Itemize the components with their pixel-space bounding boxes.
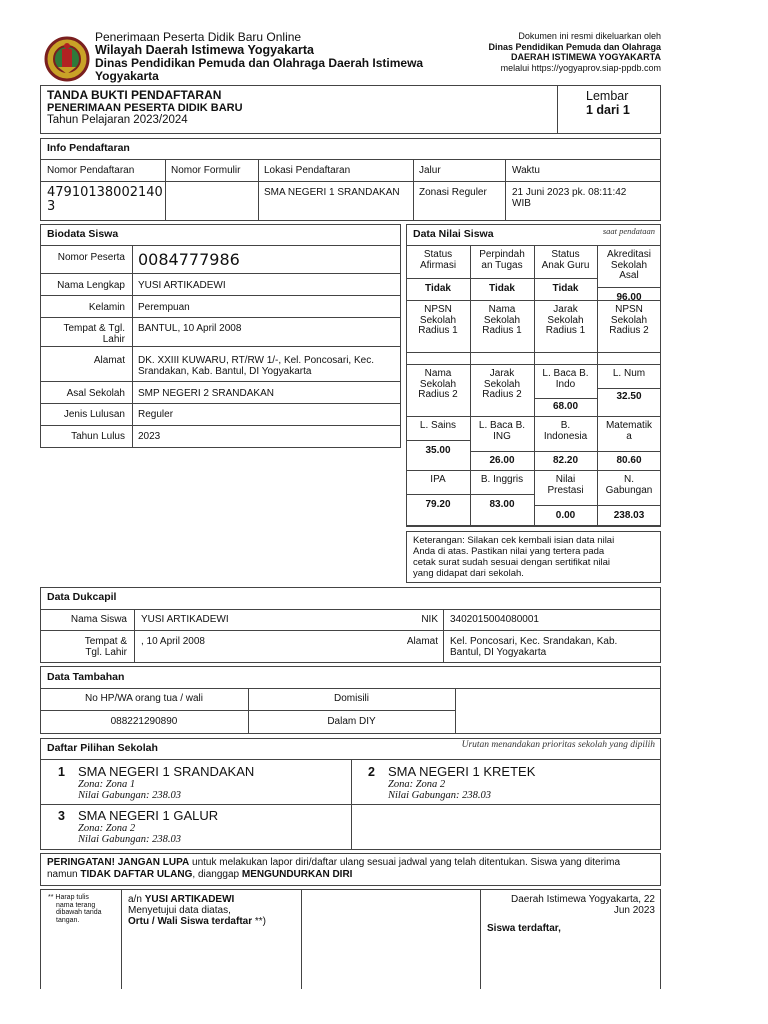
nilai-value-separator: [406, 278, 470, 279]
alamat-line-2: Srandakan, Kab. Bantul, DI Yogyakarta: [138, 366, 312, 377]
nilai-label-line: an Tugas: [481, 259, 523, 271]
issuer-line-1: Dokumen ini resmi dikeluarkan oleh: [518, 31, 661, 41]
nilai-label: [470, 475, 534, 486]
nilai-label-line: Nama: [424, 368, 452, 379]
label-kelamin: Kelamin: [88, 302, 125, 313]
nilai-label-line: Indonesia: [543, 430, 588, 442]
header-nomor-formulir: Nomor Formulir: [171, 165, 241, 176]
jalur-value: Zonasi Reguler: [419, 187, 487, 198]
pilihan-2-nilai: Nilai Gabungan: 238.03: [388, 790, 491, 801]
nilai-grid-hline: [406, 470, 661, 471]
waktu-line-1: 21 Juni 2023 pk. 08:11:42: [512, 187, 627, 198]
header-line-2: Wilayah Daerah Istimewa Yogyakarta: [95, 43, 314, 57]
nilai-value: 68.00: [552, 401, 579, 412]
nilai-value-separator: [534, 278, 597, 279]
nilai-label: [534, 305, 597, 337]
nilai-label-line: Status: [551, 249, 580, 260]
nilai-label: [470, 421, 534, 442]
nomor-pendaftaran-line-2: 3: [47, 199, 56, 214]
nilai-value-separator: [597, 451, 661, 452]
nilai-value: 32.50: [616, 391, 642, 402]
nilai-label-line: NPSN: [424, 304, 452, 315]
dukcapil-label-ttl-line-1: Tempat &: [84, 636, 127, 647]
header-jalur: Jalur: [419, 165, 441, 176]
place-date-line-1: Daerah Istimewa Yogyakarta, 22: [511, 894, 655, 905]
nilai-label: [470, 250, 534, 271]
nilai-label-line: Sekolah: [610, 314, 648, 326]
nilai-value: Tidak: [425, 283, 451, 294]
nilai-value-separator: [597, 505, 661, 506]
nilai-value-separator: [470, 494, 534, 495]
nilai-value-separator: [470, 451, 534, 452]
nilai-value: 96.00: [616, 292, 642, 303]
nilai-label-line: Asal: [619, 270, 639, 281]
nilai-label-line: L. Sains: [419, 420, 457, 431]
place-date-line-2: Jun 2023: [613, 905, 655, 916]
footer-note-line-1: ** Harap tulis: [48, 894, 89, 901]
nilai-value: Tidak: [489, 283, 515, 294]
nilai-label-line: Jarak: [489, 368, 515, 379]
pilihan-1-nilai: Nilai Gabungan: 238.03: [78, 790, 181, 801]
tahun-lulus-value: 2023: [138, 431, 161, 442]
nilai-value-separator: [534, 505, 597, 506]
nilai-label: [597, 250, 661, 282]
pilihan-1-number: 1: [58, 765, 65, 779]
section-data-dukcapil: Data Dukcapil: [47, 591, 117, 603]
peringatan-p1: PERINGATAN! JANGAN LUPA: [47, 857, 190, 868]
nilai-value: 80.60: [616, 455, 642, 466]
nilai-label: [470, 305, 534, 337]
nilai-label-line: Radius 2: [609, 325, 649, 336]
peringatan-p5: , dianggap: [192, 869, 242, 880]
section-pilihan-sekolah: Daftar Pilihan Sekolah: [47, 742, 158, 754]
nilai-value: 82.20: [552, 455, 579, 466]
nilai-label-line: Afirmasi: [419, 259, 457, 271]
nilai-value-separator: [406, 352, 470, 353]
dukcapil-nama-value: YUSI ARTIKADEWI: [141, 614, 229, 625]
alamat-line-1: DK. XXIII KUWARU, RT/RW 1/-, Kel. Poncosari, Kec.: [138, 355, 374, 366]
dukcapil-label-ttl-line-2: Tgl. Lahir: [85, 647, 127, 658]
nilai-label-line: Nilai: [555, 474, 576, 485]
pilihan-note: Urutan menandakan prioritas sekolah yang dipilih: [461, 740, 655, 750]
peringatan-p6: MENGUNDURKAN DIRI: [241, 869, 353, 880]
pilihan-3-zona: Zona: Zona 2: [78, 823, 136, 834]
nilai-value: 238.03: [613, 510, 645, 521]
label-ttl-line-2: Lahir: [102, 334, 125, 345]
ttl-value: BANTUL, 10 April 2008: [138, 323, 242, 334]
peringatan-p3: namun: [47, 869, 81, 880]
section-info-pendaftaran: Info Pendaftaran: [47, 142, 130, 154]
dukcapil-label-alamat: Alamat: [406, 636, 438, 647]
label-nomor-peserta: Nomor Peserta: [57, 252, 125, 263]
provincial-emblem-icon: [44, 36, 90, 82]
nilai-label-line: Nama: [488, 304, 516, 315]
header-no-hp: No HP/WA orang tua / wali: [84, 693, 203, 704]
nilai-value: 83.00: [489, 499, 515, 510]
pilihan-3-name: SMA NEGERI 1 GALUR: [78, 808, 219, 823]
keterangan-line-3: cetak surat sudah sesuai dengan sertifikat nilai: [413, 557, 610, 568]
nilai-grid-hline: [406, 526, 661, 527]
nilai-label: [597, 421, 661, 442]
doc-title: TANDA BUKTI PENDAFTARAN: [47, 88, 222, 102]
waktu-line-2: WIB: [512, 198, 531, 209]
asal-sekolah-value: SMP NEGERI 2 SRANDAKAN: [138, 388, 274, 399]
section-data-tambahan: Data Tambahan: [47, 671, 125, 683]
nomor-peserta-value: 0084777986: [138, 250, 240, 269]
pilihan-3-number: 3: [58, 809, 65, 823]
label-jenis-lulusan: Jenis Lulusan: [63, 409, 125, 420]
jenis-lulusan-value: Reguler: [138, 409, 174, 420]
an-line-2: Menyetujui data diatas,: [128, 905, 231, 916]
peringatan-text: [47, 857, 657, 881]
keterangan-line-1: Keterangan: Silakan cek kembali isian data nilai: [413, 535, 615, 546]
an-line-3: Ortu / Wali Siswa terdaftar: [128, 916, 253, 927]
nilai-label: [470, 369, 534, 401]
header-nomor-pendaftaran: Nomor Pendaftaran: [47, 165, 135, 176]
label-nama-lengkap: Nama Lengkap: [57, 280, 125, 291]
an-line-4: **): [252, 916, 267, 927]
nilai-label-line: IPA: [430, 474, 446, 485]
nilai-label-line: Sekolah: [483, 314, 521, 326]
nilai-label-line: Indo: [555, 378, 576, 390]
no-hp-value: 088221290890: [110, 716, 178, 727]
nilai-value: 79.20: [425, 499, 451, 510]
nilai-label: [597, 305, 661, 337]
pilihan-2-name: SMA NEGERI 1 KRETEK: [388, 764, 536, 779]
nilai-label-line: a: [626, 430, 632, 442]
nilai-label-line: Prestasi: [547, 484, 584, 496]
nilai-label-line: Gabungan: [605, 484, 653, 496]
label-nama-siswa: Nama Siswa: [70, 614, 127, 625]
nilai-value-separator: [597, 352, 661, 353]
nilai-label: [534, 250, 597, 271]
nilai-value-separator: [470, 352, 534, 353]
pilihan-3-nilai: Nilai Gabungan: 238.03: [78, 834, 181, 845]
label-asal-sekolah: Asal Sekolah: [66, 388, 125, 399]
peringatan-p2: untuk melakukan lapor diri/daftar ulang sesuai jadwal yang telah ditentukan. Siswa yang diterima: [189, 857, 621, 868]
nilai-value: 35.00: [425, 445, 451, 456]
nilai-label-line: Radius 2: [418, 389, 458, 400]
nilai-label-line: Radius 1: [545, 325, 586, 336]
nama-lengkap-value: YUSI ARTIKADEWI: [138, 280, 226, 291]
header-waktu: Waktu: [512, 165, 540, 176]
label-ttl-line-1: Tempat & Tgl.: [63, 323, 125, 334]
nilai-label-line: Sekolah: [483, 378, 521, 390]
nilai-label-line: L. Baca B.: [478, 420, 526, 431]
nilai-label-line: NPSN: [615, 304, 643, 315]
nilai-label-line: Matematik: [605, 420, 653, 431]
section-biodata-siswa: Biodata Siswa: [47, 228, 119, 240]
nilai-label: [406, 369, 470, 401]
nilai-label-line: Sekolah: [610, 259, 648, 271]
sheet-value: 1 dari 1: [586, 103, 630, 117]
header-line-1: Penerimaan Peserta Didik Baru Online: [95, 30, 302, 44]
pilihan-2-zona: Zona: Zona 2: [388, 779, 446, 790]
issuer-line-3: DAERAH ISTIMEWA YOGYAKARTA: [510, 52, 661, 62]
nilai-label: [534, 475, 597, 496]
nilai-grid-hline: [406, 364, 661, 365]
nilai-value-separator: [597, 287, 661, 288]
nilai-label-line: Perpindah: [479, 249, 525, 260]
nilai-value-separator: [406, 494, 470, 495]
nilai-label-line: Sekolah: [419, 378, 457, 390]
nilai-label-line: Radius 1: [482, 325, 522, 336]
dukcapil-alamat-line-1: Kel. Poncosari, Kec. Srandakan, Kab.: [450, 636, 618, 647]
nilai-label: [406, 250, 470, 271]
dukcapil-alamat-line-2: Bantul, DI Yogyakarta: [450, 647, 547, 658]
nilai-note: saat pendataan: [602, 226, 655, 236]
label-alamat: Alamat: [93, 355, 125, 366]
header-domisili: Domisili: [334, 693, 369, 704]
nilai-label-line: ING: [493, 430, 511, 442]
nilai-label: [534, 369, 597, 390]
nilai-label-line: Radius 1: [418, 325, 458, 336]
nilai-label-line: B.: [560, 420, 571, 431]
nilai-value-separator: [597, 388, 661, 389]
nilai-label-line: Sekolah: [419, 314, 457, 326]
doc-subtitle: PENERIMAAN PESERTA DIDIK BARU: [47, 101, 243, 114]
nilai-value: 26.00: [489, 455, 515, 466]
nik-value: 3402015004080001: [450, 614, 539, 625]
nilai-grid-hline: [406, 416, 661, 417]
nilai-label-line: Status: [423, 249, 453, 260]
nomor-pendaftaran-line-1: 47910138002140: [47, 185, 163, 200]
nilai-label: [406, 305, 470, 337]
issuer-line-4: melalui https://yogyaprov.siap-ppdb.com: [500, 62, 661, 73]
nilai-label-line: B. Inggris: [480, 474, 524, 485]
nilai-value-separator: [406, 440, 470, 441]
nilai-value-separator: [534, 398, 597, 399]
nilai-value-separator: [470, 278, 534, 279]
pilihan-1-zona: Zona: Zona 1: [78, 779, 136, 790]
nilai-label-line: Akreditasi: [607, 249, 651, 260]
label-tahun-lulus: Tahun Lulus: [71, 431, 125, 442]
nilai-label: [534, 421, 597, 442]
nilai-label: [406, 475, 470, 486]
nilai-label-line: L. Num: [612, 368, 646, 379]
nilai-label-line: Jarak: [553, 304, 578, 315]
pilihan-1-name: SMA NEGERI 1 SRANDAKAN: [78, 764, 255, 779]
header-lokasi-pendaftaran: Lokasi Pendaftaran: [264, 165, 351, 176]
label-nik: NIK: [421, 614, 438, 625]
nilai-label-line: L. Baca B.: [542, 368, 589, 379]
kelamin-value: Perempuan: [138, 302, 190, 313]
nilai-value-separator: [534, 352, 597, 353]
footer-note-line-4: tangan.: [56, 916, 80, 924]
nilai-label: [597, 475, 661, 496]
footer-note-line-3: dibawah tanda: [56, 909, 102, 916]
nilai-label-line: Radius 2: [482, 389, 522, 400]
an-prefix: a/n: [128, 894, 145, 905]
section-data-nilai: Data Nilai Siswa: [413, 228, 494, 240]
keterangan-line-4: yang didapat dari sekolah.: [413, 568, 524, 579]
dukcapil-ttl-value: , 10 April 2008: [141, 636, 205, 647]
an-name: YUSI ARTIKADEWI: [144, 894, 235, 905]
issuer-line-2: Dinas Pendidikan Pemuda dan Olahraga: [488, 41, 661, 52]
pilihan-2-number: 2: [368, 765, 375, 779]
nilai-value: 0.00: [555, 510, 576, 521]
nilai-value: Tidak: [552, 283, 579, 294]
nilai-label-line: Sekolah: [547, 314, 584, 326]
siswa-terdaftar-label: Siswa terdaftar,: [487, 923, 561, 934]
academic-year: Tahun Pelajaran 2023/2024: [47, 114, 188, 126]
keterangan-line-2: Anda di atas. Pastikan nilai yang tertera pada: [413, 546, 605, 557]
domisili-value: Dalam DIY: [327, 716, 376, 727]
lokasi-pendaftaran-value: SMA NEGERI 1 SRANDAKAN: [264, 187, 400, 198]
nilai-label: [597, 369, 661, 380]
sheet-label: Lembar: [586, 89, 629, 103]
nilai-label-line: Anak Guru: [541, 259, 590, 271]
nilai-label-line: N.: [624, 474, 634, 485]
peringatan-p4: TIDAK DAFTAR ULANG: [80, 869, 193, 880]
header-line-3b: Yogyakarta: [95, 69, 159, 83]
nilai-label: [406, 421, 470, 432]
footer-note-line-2: nama terang: [56, 901, 96, 909]
header-line-3a: Dinas Pendidikan Pemuda dan Olahraga Daerah Istimewa: [95, 56, 424, 70]
nilai-value-separator: [534, 451, 597, 452]
